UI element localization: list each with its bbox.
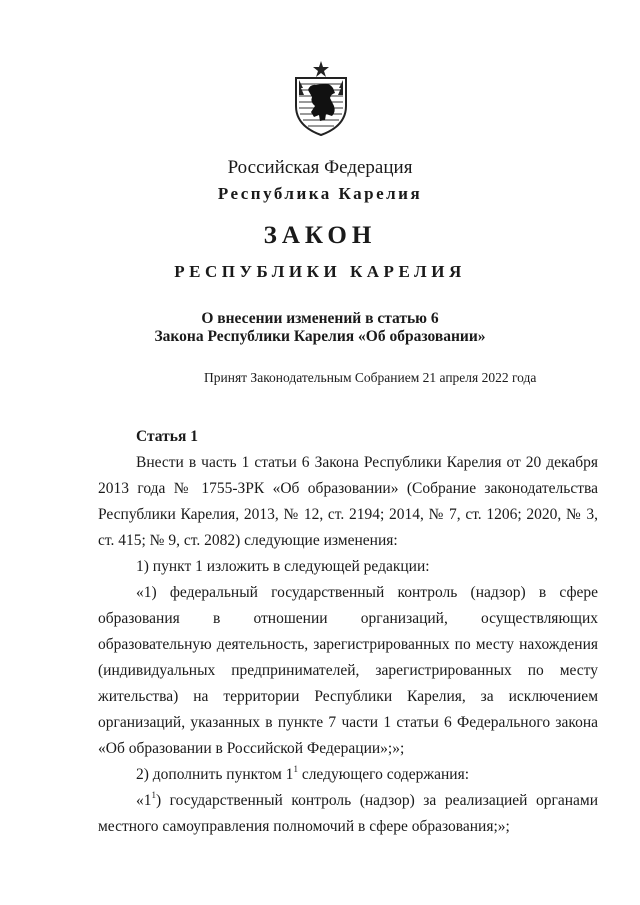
item-1-text-paragraph: «1) федеральный государственный контроль (надзор) в сфере образования в отношении организаций, осуществляющих образовательную деятельность, зарегистрированных по месту нахождения (индивидуальных предпринимателей, зарегистрированных по месту жительства) на территории Республики Карелия, за исключением организаций, указанных в пункте 7 части 1 статьи 6 Федерального закона «Об образовании в Российской Федерации»;»; [98,584,598,757]
item-2-text-superscript: 1 [151,789,156,800]
republic-heading: Республика Карелия [217,184,423,203]
law-subject-line-2: Закона Республики Карелия «Об образовании» [154,328,486,345]
article-body [98,450,598,840]
adoption-note: Принят Законодательным Собранием 21 апреля 2022 года [204,370,537,385]
item-2-paragraph [98,762,598,788]
law-subject-line-1: О внесении изменений в статью 6 [201,310,439,327]
law-subtitle: РЕСПУБЛИКИ КАРЕЛИЯ [174,262,466,281]
article-intro-paragraph: Внести в часть 1 статьи 6 Закона Республики Карелия от 20 декабря 2013 года № 1755-ЗРК «Об образовании» (Собрание законодательства Республики Карелия, 2013, № 12, ст. 2194; 2014, № 7, ст. 1206; 2020, № 3, ст. 415; № 9, ст. 2082) следующие изменения: [98,454,598,549]
item-2-text-lead: «1 [136,792,152,809]
item-2-tail: следующего содержания: [297,766,470,783]
item-1-paragraph: 1) пункт 1 изложить в следующей редакции: [136,558,430,575]
law-title: ЗАКОН [263,222,377,249]
item-2-superscript: 1 [293,763,298,774]
article-title: Статья 1 [136,428,198,445]
karelia-coat-of-arms-icon [290,60,352,136]
item-2-text-body: ) государственный контроль (надзор) за реализацией органами местного самоуправления полномочий в сфере образования;»; [98,792,598,835]
federation-heading: Российская Федерация [227,157,413,178]
item-2-text-paragraph [98,788,598,840]
item-2-lead: 2) дополнить пунктом 1 [136,766,294,783]
